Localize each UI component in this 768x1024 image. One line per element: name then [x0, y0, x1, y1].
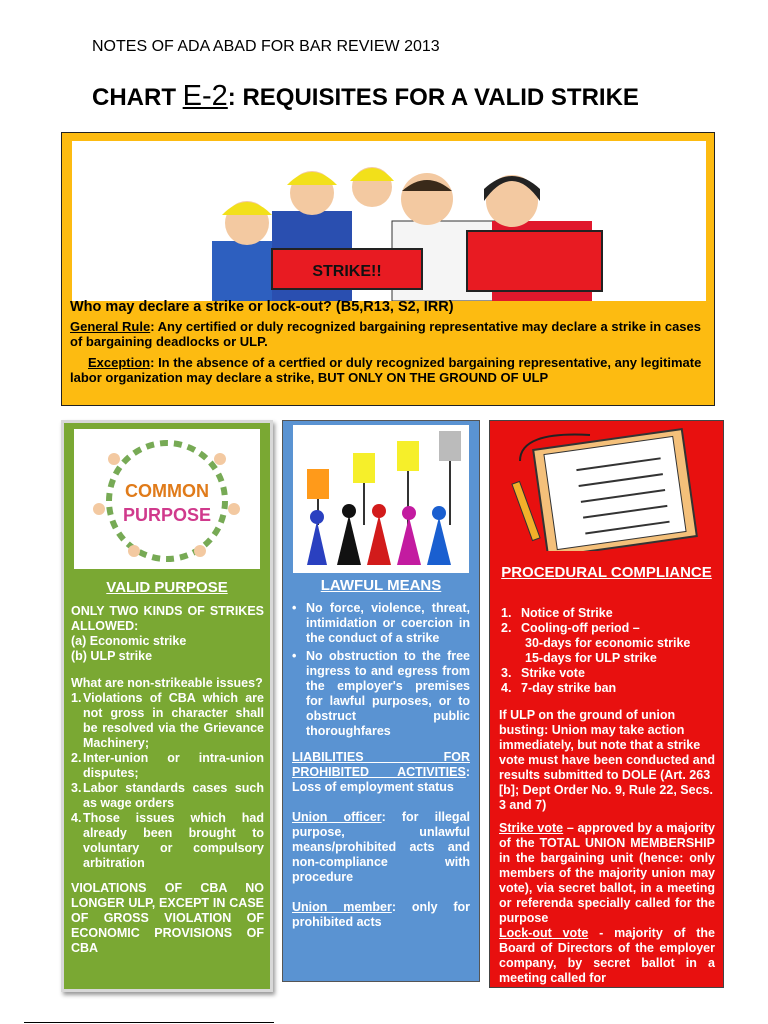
list-item: 2. Inter-union or intra-union disputes; [71, 751, 264, 780]
lockout-vote-label: Lock-out vote [499, 926, 589, 940]
liabilities-section: LIABILITIES FOR PROHIBITED ACTIVITIES: Loss of employment status [292, 750, 470, 794]
list-item: • No force, violence, threat, intimidation or coercion in the conduct of a strike [292, 601, 470, 646]
union-officer-liability: Union officer: for illegal purpose, unlawful means/prohibited acts and non-compliance with procedure [292, 810, 470, 884]
strike-workers-illustration [72, 141, 706, 301]
list-item: 1. Notice of Strike [501, 606, 613, 620]
general-rule-label: General Rule [70, 319, 151, 334]
list-item: 2. Cooling-off period – [501, 621, 640, 635]
title-colon: : [227, 84, 236, 111]
union-busting-note: If ULP on the ground of union busting: Union may take action immediately, but note that a strike vote must have been conducted and results submitted to DOLE (Art. 263 [b]; Dept Order No. 9, Rule 22, Secs. 3 and 7) [499, 708, 716, 812]
exception-label: Exception [88, 355, 151, 370]
kind-ulp: (b) ULP strike [71, 649, 153, 663]
lockout-vote-note: Lock-out vote - majority of the Board of Directors of the employer company, by secret ballot in a meeting called for [499, 926, 715, 985]
exception [70, 355, 710, 385]
general-rule [70, 319, 710, 349]
non-strikeable-question: What are non-strikeable issues? [71, 676, 263, 690]
strike-sign-text: STRIKE!! [312, 263, 382, 280]
list-item: 4. 7-day strike ban [501, 681, 617, 695]
strike-vote-label: Strike vote [499, 821, 564, 835]
who-may-declare-question: Who may declare a strike or lock-out? (B5,R13, S2, IRR) [70, 299, 454, 315]
list-item: 3. Labor standards cases such as wage orders [71, 781, 264, 810]
lawful-means-title: LAWFUL MEANS [320, 577, 442, 594]
valid-purpose-title: VALID PURPOSE [106, 579, 228, 596]
union-officer-label: Union officer [292, 810, 382, 824]
exception-text: : In the absence of a certfied or duly recognized bargaining representative, any legitimate labor organization may declare a strike, BUT ONLY ON THE GROUND OF ULP [70, 355, 702, 385]
clipboard-checklist-illustration [500, 421, 715, 551]
list-item: 4. Those issues which had already been brought to voluntary or compulsory arbitration [71, 811, 264, 870]
liabilities-text: Loss of employment status [292, 780, 454, 794]
valid-purpose-column [61, 420, 273, 992]
who-may-declare-panel [61, 132, 715, 406]
list-item: • No obstruction to the free ingress to and egress from the employer's premises for lawful purposes, or to obstruct public thoroughfares [292, 649, 470, 739]
common-word: COMMON [125, 481, 209, 501]
title-rest: REQUISITES FOR A VALID STRIKE [235, 84, 639, 111]
list-item: 1. Violations of CBA which are not gross in character shall be resolved via the Grievance Machinery; [71, 691, 264, 750]
title-prefix: CHART [92, 84, 183, 111]
lawful-means-body [292, 601, 470, 930]
footnote-separator [24, 1022, 274, 1023]
list-item: 3. Strike vote [501, 666, 585, 680]
purpose-word: PURPOSE [122, 505, 212, 525]
cooling-ulp: 15-days for ULP strike [525, 651, 657, 665]
page-header: NOTES OF ADA ABAD FOR BAR REVIEW 2013 [92, 38, 440, 55]
union-member-label: Union member [292, 900, 392, 914]
lawful-means-column [282, 420, 480, 982]
only-two-kinds: ONLY TWO KINDS OF STRIKES ALLOWED: [71, 604, 264, 633]
procedural-compliance-title: PROCEDURAL COMPLIANCE [501, 564, 712, 581]
strike-vote-note: Strike vote – approved by a majority of the TOTAL UNION MEMBERSHIP in the bargaining unit (hence: only members of the majority union may vote), via secret ballot, in a meeting or referenda specially called for the purpose [499, 821, 715, 925]
cba-violation-note: VIOLATIONS OF CBA NO LONGER ULP, EXCEPT IN CASE OF GROSS VIOLATION OF ECONOMIC PROVISIONS OF CBA [71, 881, 264, 955]
liabilities-label: LIABILITIES FOR PROHIBITED ACTIVITIES [292, 750, 470, 779]
valid-purpose-body [71, 604, 264, 956]
protest-crowd-illustration [293, 425, 469, 573]
kind-economic: (a) Economic strike [71, 634, 187, 648]
union-member-liability: Union member: only for prohibited acts [292, 900, 471, 929]
chart-code: E-2 [182, 80, 228, 112]
procedural-compliance-column [489, 420, 724, 988]
common-purpose-illustration [74, 429, 260, 569]
general-rule-text: : Any certified or duly recognized bargaining representative may declare a strike in cases of bargaining deadlocks or ULP. [70, 319, 701, 349]
cooling-economic: 30-days for economic strike [525, 636, 691, 650]
procedural-compliance-body [499, 606, 715, 986]
page-title [92, 80, 639, 113]
